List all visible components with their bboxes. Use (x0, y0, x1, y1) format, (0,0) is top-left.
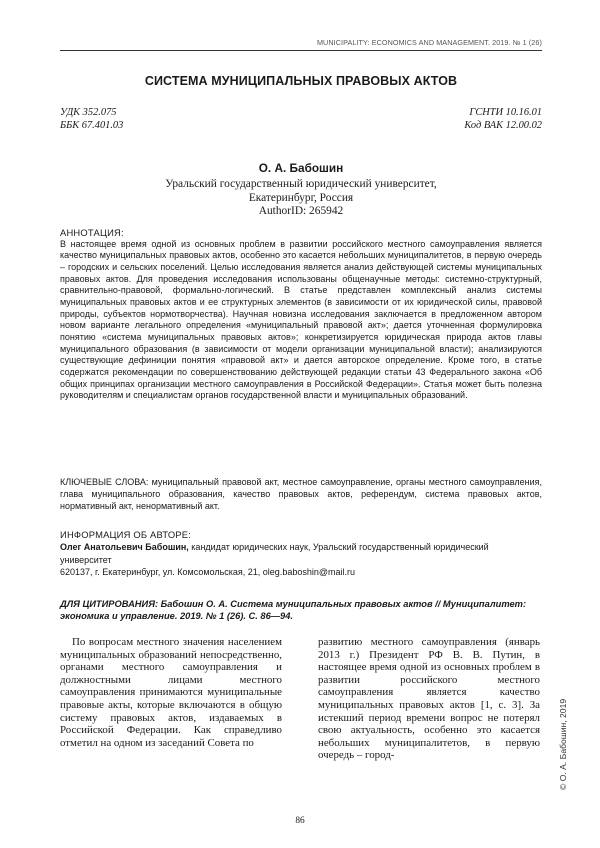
keywords-section (60, 476, 542, 513)
body-column-right: развитию местного самоуправления (январь 2013 г.) Президент РФ В. В. Путин, в настоящее время одной из основных проблем в развитии российского местного самоуправления является качество муниципальных правовых актов [1, с. 3]. За истекший период времени вопрос не потерял свою актуальность, особенно это касается небольших муниципалитетов, в первую очередь – город- (318, 636, 540, 762)
copyright-notice: © О. А. Бабошин, 2019 (558, 698, 568, 790)
citation-block: ДЛЯ ЦИТИРОВАНИЯ: Бабошин О. А. Система муниципальных правовых актов // Муниципалитет: экономика и управление. 2019. № 1 (26). С. 86—94. (60, 599, 527, 621)
keywords-text: муниципальный правовой акт, местное самоуправление, органы местного самоуправления, глава муниципального образования, качество правовых актов, референдум, система правовых актов, нормативный акт, ненормативный акт. (60, 477, 542, 512)
author-info-heading: ИНФОРМАЦИЯ ОБ АВТОРЕ: (60, 529, 192, 540)
udk-code: УДК 352.075 (60, 107, 117, 118)
author-info-name: Олег Анатольевич Бабошин, (60, 542, 189, 553)
author-location: Екатеринбург, Россия (248, 191, 354, 204)
author-block (100, 162, 502, 219)
annotation-section (60, 227, 542, 402)
body-column-left: По вопросам местного значения населением муниципальных образований непосредственно, органами местного самоуправления и должностными лицами местного самоуправления принимаются муниципальные правовые акты, которые включаются в общую систему правовых актов, издаваемых в Российской Федерации. Как справедливо отметил на одном из заседаний Совета по (60, 636, 282, 749)
author-info-line (60, 541, 542, 566)
vak-code: Код ВАК 12.00.02 (464, 120, 542, 131)
bbk-code: ББК 67.401.03 (60, 120, 124, 131)
author-info-address: 620137, г. Екатеринбург, ул. Комсомольская, 21, oleg.baboshin@mail.ru (60, 567, 355, 578)
classification-codes-left (60, 106, 123, 132)
page-number: 86 (295, 816, 305, 826)
author-info-section (60, 529, 542, 579)
author-id: AuthorID: 265942 (258, 205, 344, 218)
journal-running-header: MUNICIPALITY: ECONOMICS AND MANAGEMENT. 2019. № 1 (26) (60, 38, 542, 51)
author-info-details: кандидат юридических наук, Уральский государственный юридический университет (60, 542, 489, 565)
annotation-text: В настоящее время одной из основных проблем в развитии российского местного самоуправления является качество муниципальных правовых актов, особенно это касается небольших муниципалитетов, в первую очередь – городских и сельских поселений. Целью исследования является анализ действующей системы муниципальных правовых актов. Для проведения исследования использованы общенаучные методы: системно-структурный, сравнительно-правовой, формально-логический. В статье представлен комплексный анализ системы муниципальных правовых актов и ее структурных элементов (в зависимости от их юридической силы, правовой природы, субъектов нормотворчества). Научная новизна исследования заключается в предложенном автором новом варианте легального определения «муниципальный правовой акт»; дается уточненная формулировка понятию «система муниципальных правовых актов»; конкретизируется юридическая природа актов главы муниципального образования (в зависимости от модели организации муниципальной власти); анализируются существующие дефиниции понятия «правовой акт» и дается авторское определение. Кроме того, в статье содержатся рекомендации по совершенствованию действующей редакции статьи 43 Федерального закона «Об общих принципах организации местного самоуправления в Российской Федерации». Статья может быть полезна руководителям и специалистам органов государственной власти и муниципальных образований. (60, 238, 542, 401)
keywords-heading: КЛЮЧЕВЫЕ СЛОВА: (60, 477, 149, 487)
author-name: О. А. Бабошин (258, 161, 344, 175)
gsnti-code: ГСНТИ 10.16.01 (469, 107, 542, 118)
author-affiliation: Уральский государственный юридический университет, (165, 177, 437, 190)
classification-codes-right (382, 106, 542, 132)
annotation-heading: АННОТАЦИЯ: (60, 227, 124, 238)
article-title: СИСТЕМА МУНИЦИПАЛЬНЫХ ПРАВОВЫХ АКТОВ (144, 74, 458, 88)
